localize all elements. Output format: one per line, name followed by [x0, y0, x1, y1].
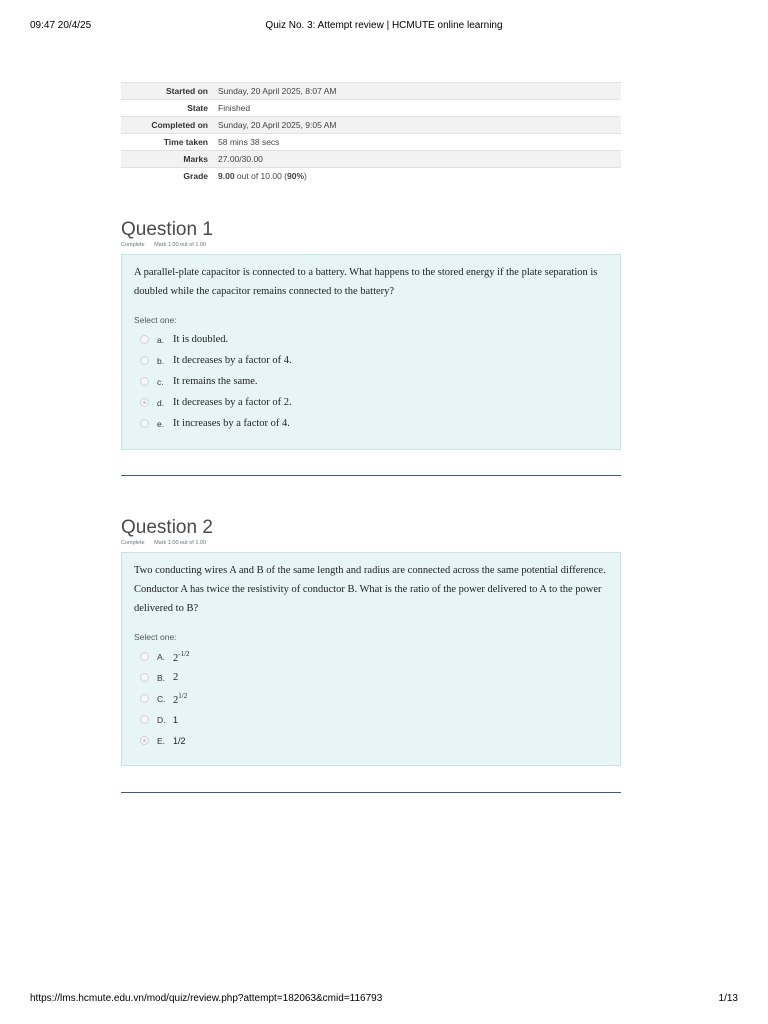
radio-button-checked[interactable]: [140, 736, 149, 745]
question-text: Two conducting wires A and B of the same length and radius are connected across the same potential difference. Conductor A has twice the resistivity of conductor B. What is the ratio of the power delivered to A to the power delivered to B?: [134, 565, 606, 614]
option-text: It decreases by a factor of 4.: [173, 355, 292, 366]
state-label: State: [121, 100, 213, 117]
question-mark: Mark 1.00 out of 1.00: [154, 540, 207, 546]
option-letter: d.: [157, 397, 165, 408]
grade-score: 9.00: [218, 171, 235, 181]
radio-button[interactable]: [140, 377, 149, 386]
print-page-title: Quiz No. 3: Attempt review | HCMUTE online learning: [265, 20, 503, 31]
time-taken-label: Time taken: [121, 134, 213, 151]
question-content-box: [121, 254, 621, 450]
radio-button[interactable]: [140, 419, 149, 428]
summary-row-state: [121, 100, 621, 117]
started-on-value: Sunday, 20 April 2025, 8:07 AM: [213, 83, 621, 100]
option-letter: b.: [157, 355, 165, 366]
state-value: Finished: [213, 100, 621, 117]
option-text: 1/2: [173, 735, 186, 746]
grade-close: ): [304, 171, 307, 181]
answer-option[interactable]: [134, 688, 608, 709]
option-base: 2: [173, 652, 179, 664]
question-divider: [121, 792, 621, 793]
question-text: A parallel-plate capacitor is connected to a battery. What happens to the stored energy if the plate separation is doubled while the capacitor remains connected to the battery?: [134, 267, 598, 297]
question-content-box: [121, 552, 621, 766]
radio-button[interactable]: [140, 694, 149, 703]
print-footer: [30, 993, 738, 1007]
completed-on-value: Sunday, 20 April 2025, 9:05 AM: [213, 117, 621, 134]
print-header: [30, 20, 738, 34]
option-text: It increases by a factor of 4.: [173, 418, 290, 429]
select-one-label: Select one:: [134, 315, 177, 325]
grade-label: Grade: [121, 168, 213, 185]
question-2: [121, 517, 621, 766]
option-letter: C.: [157, 693, 166, 704]
summary-row-grade: [121, 168, 621, 185]
answer-option[interactable]: [134, 371, 608, 392]
question-info: [121, 242, 621, 250]
option-letter: A.: [157, 651, 166, 662]
answer-option-selected[interactable]: [134, 392, 608, 413]
grade-value: [213, 168, 621, 185]
option-letter: D.: [157, 714, 166, 725]
grade-percent: 90%: [287, 171, 305, 181]
radio-button-checked[interactable]: [140, 398, 149, 407]
time-taken-value: 58 mins 38 secs: [213, 134, 621, 151]
answer-option[interactable]: [134, 350, 608, 371]
option-base: 2: [173, 694, 179, 706]
option-text: It is doubled.: [173, 334, 229, 345]
marks-label: Marks: [121, 151, 213, 168]
answer-option[interactable]: [134, 667, 608, 688]
select-one-label: Select one:: [134, 632, 177, 642]
quiz-review-content: [121, 82, 621, 746]
radio-button[interactable]: [140, 652, 149, 661]
answer-option-selected[interactable]: [134, 730, 608, 751]
summary-row-completed: [121, 117, 621, 134]
option-text: [173, 692, 187, 706]
summary-row-time: [121, 134, 621, 151]
option-letter: B.: [157, 672, 166, 683]
summary-row-marks: [121, 151, 621, 168]
summary-row-started: [121, 83, 621, 100]
answer-option[interactable]: [134, 646, 608, 667]
question-title: Question 2: [121, 517, 213, 538]
answer-option[interactable]: [134, 709, 608, 730]
option-text: [173, 650, 190, 664]
option-letter: e.: [157, 418, 165, 429]
print-datetime: 09:47 20/4/25: [30, 20, 92, 31]
option-text: 2: [173, 672, 179, 683]
option-text: It decreases by a factor of 2.: [173, 397, 292, 408]
radio-button[interactable]: [140, 356, 149, 365]
option-letter: a.: [157, 334, 165, 345]
option-text: It remains the same.: [173, 376, 258, 387]
question-info: [121, 540, 621, 548]
marks-value: 27.00/30.00: [213, 151, 621, 168]
question-mark: Mark 1.00 out of 1.00: [154, 242, 207, 248]
question-title: Question 1: [121, 219, 213, 240]
answer-option[interactable]: [134, 413, 608, 434]
print-url: https://lms.hcmute.edu.vn/mod/quiz/review.php?attempt=182063&cmid=116793: [30, 993, 383, 1004]
question-1: [121, 219, 621, 450]
option-exponent: -1/2: [178, 649, 190, 658]
question-status: Complete: [121, 242, 145, 248]
radio-button[interactable]: [140, 715, 149, 724]
started-on-label: Started on: [121, 83, 213, 100]
grade-out-of: out of 10.00 (: [234, 171, 287, 181]
option-letter: c.: [157, 376, 164, 387]
attempt-summary-table: [121, 82, 621, 184]
answer-option[interactable]: [134, 329, 608, 350]
radio-button[interactable]: [140, 335, 149, 344]
question-status: Complete: [121, 540, 145, 546]
print-page-number: 1/13: [718, 993, 738, 1004]
completed-on-label: Completed on: [121, 117, 213, 134]
option-letter: E.: [157, 735, 166, 746]
radio-button[interactable]: [140, 673, 149, 682]
option-text: 1: [173, 714, 179, 725]
option-exponent: 1/2: [178, 691, 188, 700]
question-divider: [121, 475, 621, 476]
